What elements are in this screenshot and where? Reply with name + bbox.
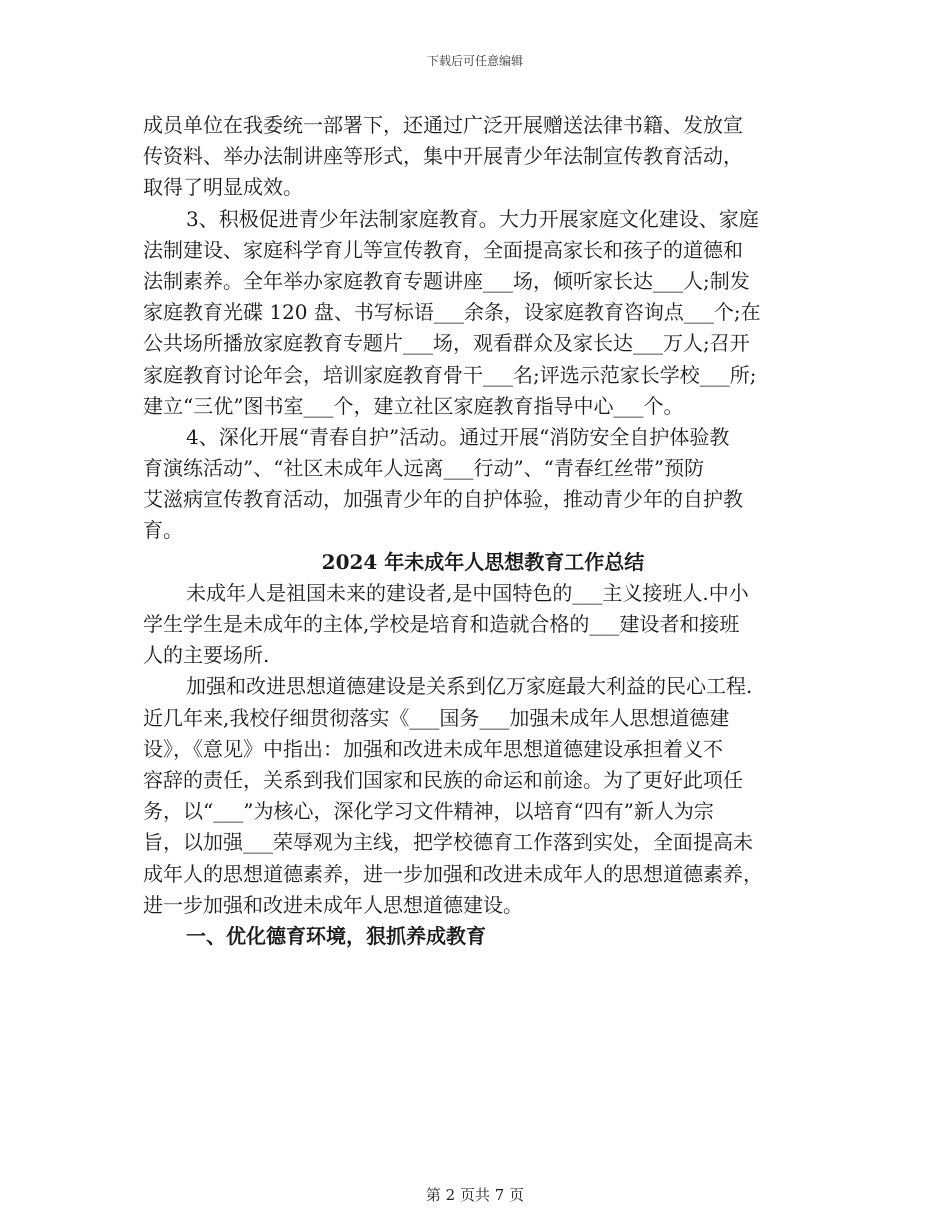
paragraph-line: 务，以“___”为核心，深化学习文件精神，以培育“四有”新人为宗 [143,799,714,824]
paragraph-line: 取得了明显成效。 [143,175,303,200]
paragraph-line: 成年人的思想道德素养，进一步加强和改进未成年人的思想道德素养， [143,861,763,886]
paragraph-line: 家庭教育光碟 120 盘、书写标语___余条，设家庭教育咨询点___个;在 [143,300,761,325]
document-body [143,110,823,952]
paragraph-line: 法制素养。全年举办家庭教育专题讲座___场，倾听家长达___人;制发 [143,268,750,293]
paragraph-line: 容辞的责任，关系到我们国家和民族的命运和前途。为了更好此项任 [143,767,743,792]
paragraph-line: 未成年人是祖国未来的建设者,是中国特色的___主义接班人.中小 [186,580,749,605]
paragraph-line: 公共场所播放家庭教育专题片___场，观看群众及家长达___万人;召开 [143,331,750,356]
paragraph-line: 4、深化开展“青春自护”活动。通过开展“消防安全自护体验教 [186,424,730,449]
paragraph-line: 家庭教育讨论年会，培训家庭教育骨干___名;评选示范家长学校___所; [143,362,757,387]
paragraph-line: 建立“三优”图书室___个，建立社区家庭教育指导中心___个。 [143,393,684,418]
paragraph-line: 传资料、举办法制讲座等形式，集中开展青少年法制宣传教育活动， [143,144,743,169]
paragraph-line: 学生学生是未成年的主体,学校是培育和造就合格的___建设者和接班 [143,612,740,636]
paragraph-line: 旨，以加强___荣辱观为主线，把学校德育工作落到实处，全面提高未 [143,830,753,855]
paragraph-line: 3、积极促进青少年法制家庭教育。大力开展家庭文化建设、家庭 [186,206,759,231]
section-heading: 一、优化德育环境，狠抓养成教育 [186,923,486,948]
paragraph-line: 设》，《意见》中指出：加强和改进未成年思想道德建设承担着义不 [143,736,723,761]
paragraph-line: 进一步加强和改进未成年人思想道德建设。 [143,892,523,917]
paragraph-line: 育演练活动”、“社区未成年人远离___行动”、“青春红丝带”预防 [143,456,705,481]
paragraph-line: 成员单位在我委统一部署下，还通过广泛开展赠送法律书籍、发放宣 [143,113,743,137]
document-title: 2024 年未成年人思想教育工作总结 [321,549,645,574]
paragraph-line: 法制建设、家庭科学育儿等宣传教育，全面提高家长和孩子的道德和 [143,237,743,262]
paragraph-line: 近几年来,我校仔细贯彻落实《___国务___加强未成年人思想道德建 [143,705,730,730]
paragraph-line: 人的主要场所. [143,643,270,668]
page-number: 第 2 页共 7 页 [425,1186,525,1204]
paragraph-line: 艾滋病宣传教育活动，加强青少年的自护体验，推动青少年的自护教 [143,487,743,512]
paragraph-line: 加强和改进思想道德建设是关系到亿万家庭最大利益的民心工程. [186,674,753,699]
page-header: 下载后可任意编辑 [426,54,523,68]
paragraph-line: 育。 [143,518,183,543]
